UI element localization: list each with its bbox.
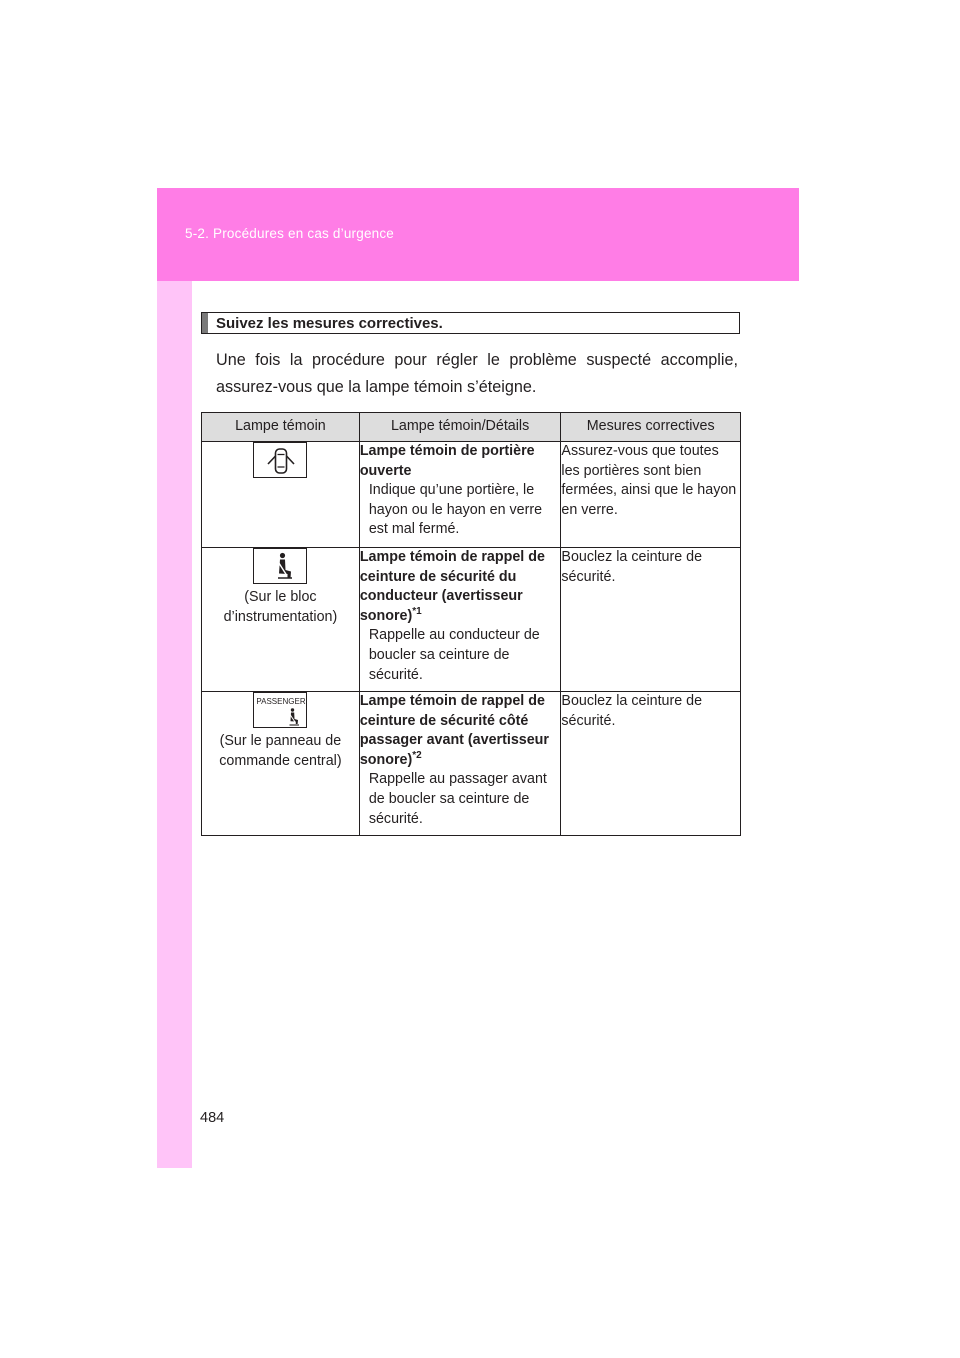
- passenger-seatbelt-icon: [253, 692, 307, 728]
- footnote-mark: *2: [412, 749, 422, 761]
- lamp-title: [360, 548, 561, 626]
- table-header-row: [202, 413, 741, 442]
- step-heading: [201, 312, 740, 334]
- lamp-cell: [202, 548, 360, 692]
- lamp-description: Indique qu’une portière, le hayon ou le hayon en verre est mal fermé.: [368, 482, 543, 538]
- step-heading-bar: [202, 313, 208, 333]
- door-open-warning-icon: [253, 442, 307, 478]
- warning-lamp-table: [201, 412, 741, 836]
- measure-cell: Assurez-vous que toutes les portières sont bien fermées, ainsi que le hayon en verre.: [561, 442, 741, 548]
- lamp-cell: [202, 692, 360, 836]
- lamp-title: [360, 692, 561, 770]
- lamp-description: Rappelle au conducteur de boucler sa ceinture de sécurité.: [368, 627, 540, 683]
- lamp-location: (Sur le bloc d’instrumentation): [223, 589, 338, 625]
- column-header-lamp: Lampe témoin: [202, 413, 360, 442]
- lamp-title: Lampe témoin de portière ouverte: [359, 443, 535, 479]
- details-cell: [359, 548, 561, 692]
- lamp-title-text: Lampe témoin de rappel de ceinture de sécurité côté passager avant (avertisseur sonore): [359, 693, 549, 768]
- intro-paragraph: Une fois la procédure pour régler le problème suspecté accomplie, assurez-vous que la lampe témoin s’éteigne.: [216, 351, 738, 396]
- table-row: [202, 442, 741, 548]
- measure-cell: Bouclez la ceinture de sécurité.: [561, 548, 741, 692]
- footnote-mark: *1: [412, 605, 422, 617]
- lamp-cell: [202, 442, 360, 548]
- table-row: [202, 548, 741, 692]
- section-header: [157, 188, 799, 281]
- lamp-description: Rappelle au passager avant de boucler sa ceinture de sécurité.: [368, 771, 547, 827]
- details-cell: [359, 692, 561, 836]
- lamp-title-text: Lampe témoin de rappel de ceinture de sécurité du conducteur (avertisseur sonore): [359, 549, 545, 624]
- side-tab: [157, 281, 192, 1168]
- page-number: 484: [200, 1110, 225, 1126]
- measure-cell: Bouclez la ceinture de sécurité.: [561, 692, 741, 836]
- section-title: 5-2. Procédures en cas d’urgence: [185, 226, 395, 241]
- step-heading-label: Suivez les mesures correctives.: [216, 314, 443, 332]
- passenger-icon-label: PASSENGER: [256, 697, 307, 706]
- column-header-details: Lampe témoin/Détails: [359, 413, 561, 442]
- lamp-location: (Sur le panneau de commande central): [219, 733, 342, 769]
- details-cell: [359, 442, 561, 548]
- column-header-measures: Mesures correctives: [561, 413, 741, 442]
- seatbelt-reminder-icon: [253, 548, 307, 584]
- table-row: [202, 692, 741, 836]
